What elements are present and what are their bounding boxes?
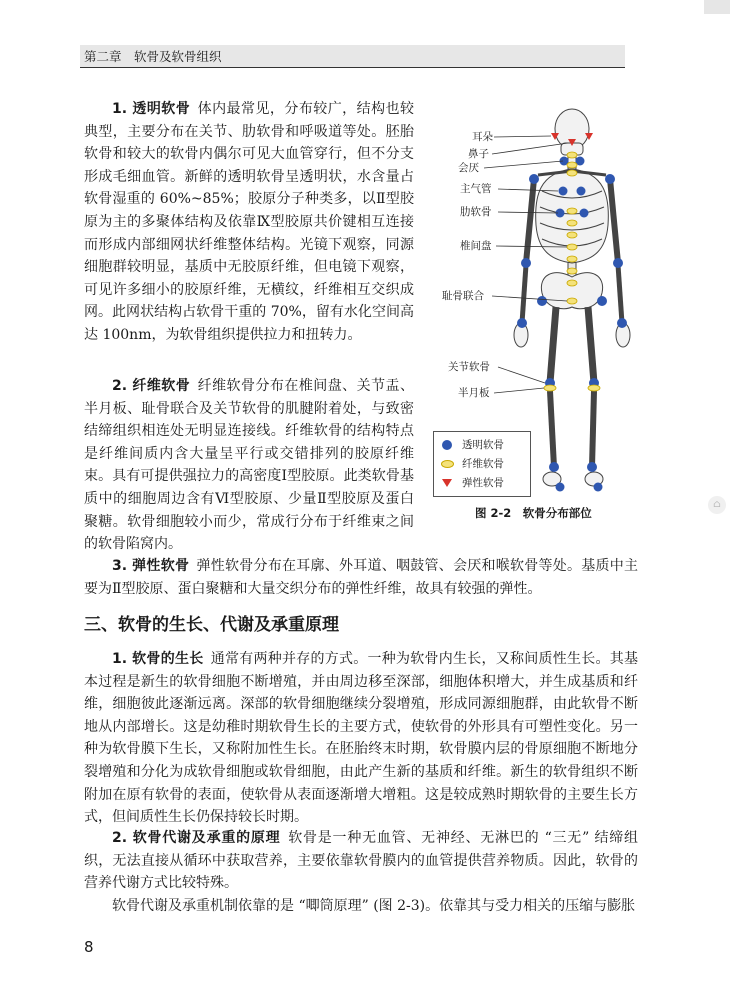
paragraph-body: 弹性软骨分布在耳廓、外耳道、咽鼓管、会厌和喉软骨等处。基质中主要为Ⅱ型胶原、蛋白聚糖和大量交织分布的弹性纤维，故具有较强的弹性。 bbox=[84, 558, 639, 597]
paragraph-heading: 2. 软骨代谢及承重的原理 bbox=[112, 830, 281, 846]
fibro-marker bbox=[567, 208, 577, 214]
legend-label: 纤维软骨 bbox=[462, 458, 504, 470]
fibro-marker bbox=[567, 170, 577, 176]
hyaline-marker bbox=[521, 258, 531, 268]
label-epiglottis: 会厌 bbox=[458, 162, 479, 174]
legend-label: 弹性软骨 bbox=[462, 477, 504, 489]
fibro-marker bbox=[567, 220, 577, 226]
paragraph-body: 纤维软骨分布在椎间盘、关节盂、半月板、耻骨联合及关节软骨的肌腱附着处，与致密结缔组织相连处无明显连接线。纤维软骨的结构特点是纤维间质内含大量呈平行或交错排列的胶原纤维束。具有可提供强拉力的高密度Ⅰ型胶原。此类软骨基质中的细胞周边含有Ⅵ型胶原、少量Ⅱ型胶原及蛋白聚糖。软骨细胞较小而少，常成行分布于纤维束之间的软骨陷窝内。 bbox=[84, 378, 414, 553]
femur-right bbox=[588, 307, 594, 383]
label-nose: 鼻子 bbox=[468, 148, 489, 160]
fibro-marker bbox=[544, 385, 556, 391]
paragraph-body: 体内最常见，分布较广，结构也较典型，主要分布在关节、肋软骨和呼吸道等处。胚胎软骨和较大的软骨内偶尔可见大血管穿行，但不分支形成毛细血管。新鲜的透明软骨呈透明状，水含量占软骨湿重的 60%~85%；胶原分子种类多，以Ⅱ型胶原为主的多聚体结构及依靠Ⅸ型胶原共价键相互连接而形成内部细网状纤维整体结构。光镜下观察，同源细胞群较明显，基质中无胶原纤维，但电镜下观察，可见许多细小的胶原纤维，无横纹，纤维相互交织成网。此网状结构占软骨干重的 70%，留有水化空间高达 100nm，为软骨组织提供拉力和扭转力。 bbox=[84, 101, 414, 343]
legend-item-fibro bbox=[440, 456, 504, 471]
hyaline-marker bbox=[617, 318, 627, 328]
figure-caption: 图 2-2 软骨分布部位 bbox=[475, 506, 592, 520]
paragraph-body: 软骨是一种无血管、无神经、无淋巴的 “三无” 结缔组织，无法直接从循环中获取营养，主要依靠软骨膜内的血管提供营养物质。因此，软骨的营养代谢方式比较特殊。 bbox=[84, 830, 639, 892]
fibro-marker bbox=[567, 162, 577, 168]
hyaline-marker bbox=[559, 187, 568, 196]
tibia-right bbox=[592, 391, 594, 467]
fibro-marker bbox=[588, 385, 600, 391]
paragraph-hyaline-cartilage bbox=[84, 98, 414, 347]
hyaline-marker bbox=[580, 209, 589, 218]
hyaline-marker bbox=[605, 174, 615, 184]
paragraph-cartilage-growth bbox=[84, 648, 638, 829]
label-intervertebral-disc: 椎间盘 bbox=[460, 240, 492, 252]
legend-label: 透明软骨 bbox=[462, 439, 504, 451]
label-articular-cartilage: 关节软骨 bbox=[448, 361, 490, 373]
side-tab-icon: ⌂ bbox=[708, 496, 726, 514]
fibro-marker bbox=[567, 244, 577, 250]
label-meniscus: 半月板 bbox=[458, 387, 490, 399]
forearm-right bbox=[618, 265, 622, 323]
hyaline-marker bbox=[517, 318, 527, 328]
label-trachea: 主气管 bbox=[460, 183, 492, 195]
humerus-right bbox=[610, 179, 618, 263]
blue-dot-icon bbox=[440, 439, 454, 451]
paragraph-metabolism bbox=[84, 827, 638, 895]
fibro-marker bbox=[567, 232, 577, 238]
legend-item-hyaline bbox=[440, 437, 504, 452]
legend-item-elastic bbox=[440, 475, 504, 490]
paragraph-body: 通常有两种并存的方式。一种为软骨内生长，又称间质性生长。其基本过程是新生的软骨细胞不断增殖，并由周边移至深部，细胞体积增大，并生成基质和纤维，细胞彼此逐渐远离。深部的软骨细胞继续分裂增殖，形成同源细胞群，由此软骨不断地从内部增长。这是幼稚时期软骨生长的主要方式，使软骨的外形具有可塑性变化。另一种为软骨膜下生长，又称附加性生长。在胚胎终末时期，软骨膜内层的骨原细胞不断地分裂增殖和分化为成软骨细胞或软骨细胞，由此产生新的基质和纤维。新生的软骨组织不断附加在原有软骨的表面，使软骨从表面逐渐增大增粗。这是较成熟时期软骨的主要生长方式，但间质性生长仍保持较长时期。 bbox=[84, 651, 639, 826]
red-triangle-icon bbox=[440, 477, 454, 489]
hyaline-marker bbox=[613, 258, 623, 268]
hyaline-marker bbox=[537, 296, 547, 306]
paragraph-heading: 3. 弹性软骨 bbox=[112, 558, 190, 574]
humerus-left bbox=[526, 179, 534, 263]
fibro-marker bbox=[567, 268, 577, 274]
paragraph-heading: 1. 透明软骨 bbox=[112, 101, 191, 117]
figure-legend bbox=[433, 431, 531, 497]
paragraph-heading: 2. 纤维软骨 bbox=[112, 378, 191, 394]
hyaline-marker bbox=[594, 483, 603, 492]
yellow-ellipse-icon bbox=[440, 458, 454, 470]
femur-left bbox=[550, 307, 556, 383]
paragraph-elastic-cartilage bbox=[84, 555, 638, 600]
fibro-marker bbox=[567, 152, 577, 158]
hyaline-marker bbox=[587, 462, 597, 472]
fibro-marker bbox=[567, 280, 577, 286]
hyaline-marker bbox=[549, 462, 559, 472]
label-costal-cartilage: 肋软骨 bbox=[460, 206, 492, 218]
hyaline-marker bbox=[529, 174, 539, 184]
section-title: 三、软骨的生长、代谢及承重原理 bbox=[84, 615, 339, 635]
hyaline-marker bbox=[597, 296, 607, 306]
paragraph-body: 软骨代谢及承重机制依靠的是 “唧筒原理” (图 2-3)。依靠其与受力相关的压缩与膨胀 bbox=[112, 898, 636, 914]
chapter-title: 第二章 软骨及软骨组织 bbox=[84, 49, 222, 64]
fibro-marker bbox=[567, 256, 577, 262]
page-corner-mark bbox=[704, 0, 730, 14]
paragraph-pump-principle bbox=[84, 895, 638, 918]
paragraph-fibrocartilage bbox=[84, 375, 414, 556]
fibro-marker bbox=[567, 298, 577, 304]
label-pubic-symphysis: 耻骨联合 bbox=[442, 290, 484, 302]
forearm-left bbox=[522, 265, 526, 323]
chapter-header bbox=[80, 45, 625, 68]
tibia-left bbox=[550, 391, 554, 467]
hyaline-marker bbox=[577, 187, 586, 196]
label-ear: 耳朵 bbox=[472, 131, 493, 143]
paragraph-heading: 1. 软骨的生长 bbox=[112, 651, 204, 667]
hyaline-marker bbox=[556, 483, 565, 492]
page-number: 8 bbox=[84, 938, 94, 956]
